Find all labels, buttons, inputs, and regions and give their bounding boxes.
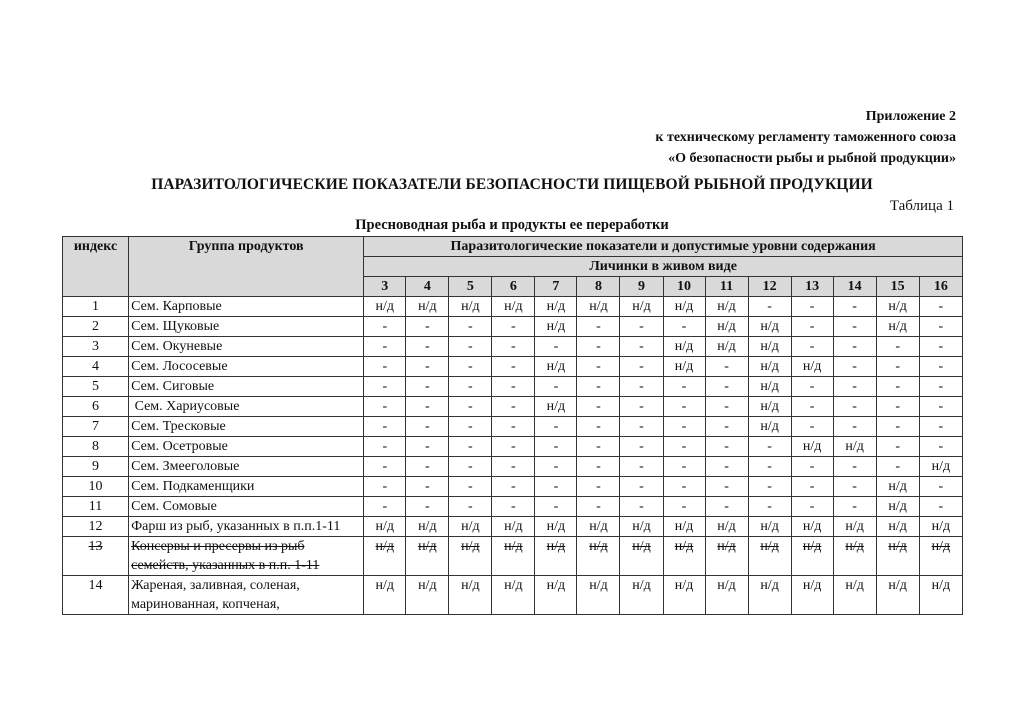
row-value-cell: н/д: [449, 297, 492, 317]
row-value-cell: н/д: [663, 517, 705, 537]
row-value-cell: -: [833, 497, 876, 517]
row-value-cell: -: [791, 417, 833, 437]
row-value-cell: н/д: [449, 517, 492, 537]
row-index: 12: [63, 517, 129, 537]
row-value-cell: -: [577, 397, 620, 417]
row-value-cell: н/д: [535, 297, 577, 317]
row-value-cell: -: [406, 317, 449, 337]
header-indicators: Паразитологические показатели и допустимые уровни содержания: [364, 237, 963, 257]
row-value-cell: н/д: [364, 537, 406, 576]
row-value-cell: -: [577, 417, 620, 437]
table-row: [63, 537, 963, 576]
column-number: 9: [620, 277, 663, 297]
row-value-cell: н/д: [919, 576, 962, 615]
table-row: [63, 497, 963, 517]
row-value-cell: -: [791, 337, 833, 357]
row-value-cell: н/д: [833, 576, 876, 615]
row-value-cell: -: [364, 377, 406, 397]
row-value-cell: н/д: [748, 517, 791, 537]
table-row: [63, 477, 963, 497]
row-product-group: Сем. Тресковые: [129, 417, 364, 437]
row-value-cell: н/д: [876, 477, 919, 497]
row-value-cell: -: [833, 357, 876, 377]
row-value-cell: н/д: [492, 517, 535, 537]
column-number: 16: [919, 277, 962, 297]
row-value-cell: -: [492, 337, 535, 357]
row-value-cell: н/д: [748, 337, 791, 357]
row-value-cell: н/д: [876, 517, 919, 537]
row-value-cell: -: [833, 317, 876, 337]
table-body: [63, 297, 963, 615]
row-value-cell: -: [833, 297, 876, 317]
row-value-cell: н/д: [663, 537, 705, 576]
column-number: 8: [577, 277, 620, 297]
row-value-cell: -: [449, 337, 492, 357]
row-value-cell: -: [705, 397, 748, 417]
row-value-cell: н/д: [919, 517, 962, 537]
row-value-cell: -: [535, 337, 577, 357]
row-value-cell: -: [791, 377, 833, 397]
row-value-cell: -: [620, 377, 663, 397]
row-value-cell: -: [919, 497, 962, 517]
row-product-group: Жареная, заливная, соленая, маринованная, копченая,: [129, 576, 364, 615]
table-row: [63, 397, 963, 417]
row-value-cell: н/д: [876, 537, 919, 576]
row-value-cell: -: [492, 357, 535, 377]
row-value-cell: -: [919, 437, 962, 457]
column-number: 13: [791, 277, 833, 297]
row-value-cell: -: [833, 457, 876, 477]
row-value-cell: -: [663, 417, 705, 437]
row-value-cell: н/д: [791, 537, 833, 576]
row-value-cell: -: [406, 337, 449, 357]
row-value-cell: -: [791, 397, 833, 417]
table-label: Таблица 1: [889, 198, 954, 214]
row-value-cell: -: [791, 297, 833, 317]
row-value-cell: -: [876, 377, 919, 397]
row-value-cell: н/д: [449, 576, 492, 615]
row-value-cell: -: [705, 497, 748, 517]
row-value-cell: -: [492, 437, 535, 457]
row-value-cell: н/д: [492, 537, 535, 576]
row-value-cell: -: [663, 457, 705, 477]
row-value-cell: -: [748, 497, 791, 517]
row-index: 14: [63, 576, 129, 615]
row-value-cell: н/д: [406, 576, 449, 615]
column-number: 11: [705, 277, 748, 297]
row-value-cell: н/д: [535, 517, 577, 537]
row-value-cell: -: [406, 437, 449, 457]
row-value-cell: -: [919, 317, 962, 337]
table-row: [63, 417, 963, 437]
row-value-cell: -: [876, 417, 919, 437]
document-title: ПАРАЗИТОЛОГИЧЕСКИЕ ПОКАЗАТЕЛИ БЕЗОПАСНОСТИ ПИЩЕВОЙ РЫБНОЙ ПРОДУКЦИИ: [151, 176, 873, 193]
row-value-cell: н/д: [620, 297, 663, 317]
row-value-cell: -: [364, 357, 406, 377]
row-value-cell: -: [577, 357, 620, 377]
row-value-cell: -: [705, 437, 748, 457]
row-index: 13: [63, 537, 129, 576]
row-value-cell: -: [833, 377, 876, 397]
column-number: 4: [406, 277, 449, 297]
row-index: 2: [63, 317, 129, 337]
row-value-cell: н/д: [876, 317, 919, 337]
row-value-cell: н/д: [748, 576, 791, 615]
row-value-cell: н/д: [748, 377, 791, 397]
row-value-cell: н/д: [620, 537, 663, 576]
row-value-cell: -: [406, 477, 449, 497]
row-value-cell: н/д: [791, 357, 833, 377]
row-value-cell: -: [449, 457, 492, 477]
row-value-cell: н/д: [876, 297, 919, 317]
row-value-cell: -: [663, 437, 705, 457]
row-value-cell: -: [748, 297, 791, 317]
row-value-cell: -: [705, 457, 748, 477]
row-value-cell: -: [620, 497, 663, 517]
row-product-group: Сем. Щуковые: [129, 317, 364, 337]
row-value-cell: -: [449, 317, 492, 337]
column-number: 5: [449, 277, 492, 297]
row-value-cell: н/д: [577, 537, 620, 576]
row-product-group: Сем. Змееголовые: [129, 457, 364, 477]
row-value-cell: н/д: [748, 397, 791, 417]
row-index: 4: [63, 357, 129, 377]
row-value-cell: -: [620, 417, 663, 437]
table-row: [63, 377, 963, 397]
row-value-cell: -: [364, 457, 406, 477]
row-value-cell: -: [492, 397, 535, 417]
row-value-cell: -: [449, 437, 492, 457]
row-value-cell: н/д: [492, 297, 535, 317]
row-value-cell: -: [577, 317, 620, 337]
row-value-cell: -: [876, 397, 919, 417]
row-value-cell: н/д: [663, 357, 705, 377]
row-product-group: Консервы и пресервы из рыб семейств, указанных в п.п. 1-11: [129, 537, 364, 576]
row-value-cell: -: [577, 457, 620, 477]
row-value-cell: -: [449, 477, 492, 497]
row-value-cell: н/д: [705, 297, 748, 317]
row-value-cell: -: [492, 317, 535, 337]
row-value-cell: н/д: [833, 437, 876, 457]
row-value-cell: -: [919, 337, 962, 357]
row-value-cell: -: [449, 497, 492, 517]
row-value-cell: -: [705, 417, 748, 437]
row-value-cell: н/д: [449, 537, 492, 576]
row-value-cell: -: [748, 437, 791, 457]
row-product-group: Сем. Сомовые: [129, 497, 364, 517]
row-value-cell: -: [406, 417, 449, 437]
row-value-cell: н/д: [791, 437, 833, 457]
row-value-cell: -: [876, 357, 919, 377]
row-index: 9: [63, 457, 129, 477]
row-value-cell: н/д: [663, 297, 705, 317]
row-value-cell: н/д: [833, 537, 876, 576]
row-index: 3: [63, 337, 129, 357]
row-value-cell: -: [535, 457, 577, 477]
row-value-cell: -: [919, 397, 962, 417]
row-value-cell: н/д: [620, 576, 663, 615]
row-index: 6: [63, 397, 129, 417]
row-value-cell: -: [748, 457, 791, 477]
table-subtitle: Пресноводная рыба и продукты ее переработки: [355, 217, 669, 233]
row-product-group: Сем. Подкаменщики: [129, 477, 364, 497]
column-number: 10: [663, 277, 705, 297]
row-value-cell: -: [406, 397, 449, 417]
row-value-cell: -: [791, 477, 833, 497]
row-value-cell: -: [364, 337, 406, 357]
row-value-cell: -: [535, 497, 577, 517]
row-index: 5: [63, 377, 129, 397]
row-value-cell: н/д: [492, 576, 535, 615]
row-value-cell: н/д: [663, 337, 705, 357]
row-value-cell: -: [705, 377, 748, 397]
row-value-cell: -: [919, 477, 962, 497]
table-row: [63, 576, 963, 615]
row-value-cell: -: [876, 457, 919, 477]
row-value-cell: -: [791, 317, 833, 337]
row-index: 7: [63, 417, 129, 437]
row-value-cell: н/д: [406, 537, 449, 576]
header-group: Группа продуктов: [129, 237, 364, 297]
row-value-cell: -: [535, 477, 577, 497]
row-value-cell: н/д: [705, 317, 748, 337]
row-product-group: Сем. Осетровые: [129, 437, 364, 457]
row-value-cell: -: [620, 397, 663, 417]
row-value-cell: -: [492, 417, 535, 437]
row-value-cell: -: [919, 417, 962, 437]
column-number: 14: [833, 277, 876, 297]
appendix-line-3: «О безопасности рыбы и рыбной продукции»: [668, 151, 956, 166]
row-value-cell: н/д: [364, 297, 406, 317]
appendix-line-2: к техническому регламенту таможенного союза: [655, 130, 956, 145]
row-value-cell: -: [791, 457, 833, 477]
row-value-cell: -: [364, 417, 406, 437]
row-value-cell: -: [620, 477, 663, 497]
row-value-cell: н/д: [577, 297, 620, 317]
table-row: [63, 457, 963, 477]
appendix-line-1: Приложение 2: [865, 109, 956, 124]
row-value-cell: -: [705, 357, 748, 377]
row-value-cell: -: [449, 397, 492, 417]
row-value-cell: н/д: [748, 357, 791, 377]
table-row: [63, 297, 963, 317]
row-value-cell: н/д: [748, 317, 791, 337]
row-product-group: Сем. Хариусовые: [129, 397, 364, 417]
row-value-cell: н/д: [406, 517, 449, 537]
row-value-cell: н/д: [833, 517, 876, 537]
column-number: 7: [535, 277, 577, 297]
row-value-cell: н/д: [620, 517, 663, 537]
row-value-cell: -: [833, 397, 876, 417]
row-value-cell: -: [663, 497, 705, 517]
table-row: [63, 317, 963, 337]
row-value-cell: н/д: [364, 517, 406, 537]
row-value-cell: -: [535, 377, 577, 397]
row-value-cell: -: [577, 377, 620, 397]
row-value-cell: -: [535, 417, 577, 437]
row-value-cell: н/д: [791, 576, 833, 615]
header-index: индекс: [63, 237, 129, 297]
row-value-cell: -: [620, 337, 663, 357]
row-value-cell: -: [663, 317, 705, 337]
row-value-cell: -: [364, 497, 406, 517]
row-product-group: Фарш из рыб, указанных в п.п.1-11: [129, 517, 364, 537]
row-value-cell: -: [791, 497, 833, 517]
row-value-cell: -: [833, 477, 876, 497]
row-value-cell: н/д: [705, 517, 748, 537]
row-value-cell: -: [620, 357, 663, 377]
row-value-cell: -: [449, 357, 492, 377]
row-value-cell: -: [492, 497, 535, 517]
row-value-cell: -: [833, 417, 876, 437]
row-value-cell: н/д: [748, 537, 791, 576]
row-value-cell: н/д: [663, 576, 705, 615]
header-larvae: Личинки в живом виде: [364, 257, 963, 277]
row-value-cell: -: [663, 397, 705, 417]
row-value-cell: -: [449, 417, 492, 437]
table-row: [63, 357, 963, 377]
row-value-cell: -: [406, 357, 449, 377]
row-value-cell: -: [876, 337, 919, 357]
row-product-group: Сем. Сиговые: [129, 377, 364, 397]
row-value-cell: -: [833, 337, 876, 357]
table-row: [63, 437, 963, 457]
row-value-cell: -: [364, 317, 406, 337]
row-value-cell: -: [748, 477, 791, 497]
row-value-cell: н/д: [748, 417, 791, 437]
row-index: 8: [63, 437, 129, 457]
row-value-cell: н/д: [791, 517, 833, 537]
row-value-cell: -: [364, 477, 406, 497]
row-value-cell: -: [663, 477, 705, 497]
row-value-cell: -: [620, 457, 663, 477]
row-value-cell: -: [919, 377, 962, 397]
row-value-cell: -: [535, 437, 577, 457]
row-value-cell: -: [919, 297, 962, 317]
parasitology-table: [62, 236, 963, 615]
row-value-cell: -: [577, 337, 620, 357]
row-value-cell: -: [449, 377, 492, 397]
table-row: [63, 337, 963, 357]
row-value-cell: н/д: [705, 576, 748, 615]
row-index: 11: [63, 497, 129, 517]
row-value-cell: -: [620, 317, 663, 337]
row-value-cell: -: [364, 437, 406, 457]
row-value-cell: -: [705, 477, 748, 497]
row-value-cell: -: [876, 437, 919, 457]
row-value-cell: -: [919, 357, 962, 377]
row-value-cell: н/д: [705, 537, 748, 576]
row-value-cell: -: [406, 497, 449, 517]
row-value-cell: н/д: [876, 576, 919, 615]
row-value-cell: н/д: [535, 317, 577, 337]
row-value-cell: н/д: [535, 357, 577, 377]
row-value-cell: н/д: [577, 517, 620, 537]
row-value-cell: -: [620, 437, 663, 457]
row-value-cell: -: [406, 377, 449, 397]
row-value-cell: -: [406, 457, 449, 477]
row-value-cell: -: [492, 457, 535, 477]
appendix-block: [655, 106, 956, 169]
row-value-cell: н/д: [535, 397, 577, 417]
row-value-cell: н/д: [876, 497, 919, 517]
column-number: 15: [876, 277, 919, 297]
row-value-cell: -: [492, 377, 535, 397]
row-index: 10: [63, 477, 129, 497]
column-number: 3: [364, 277, 406, 297]
row-value-cell: -: [492, 477, 535, 497]
row-value-cell: н/д: [577, 576, 620, 615]
row-product-group: Сем. Окуневые: [129, 337, 364, 357]
column-number: 12: [748, 277, 791, 297]
row-value-cell: н/д: [406, 297, 449, 317]
row-value-cell: -: [663, 377, 705, 397]
row-value-cell: н/д: [535, 576, 577, 615]
row-index: 1: [63, 297, 129, 317]
row-value-cell: н/д: [919, 537, 962, 576]
row-product-group: Сем. Лососевые: [129, 357, 364, 377]
row-value-cell: н/д: [705, 337, 748, 357]
row-value-cell: -: [577, 437, 620, 457]
row-value-cell: -: [577, 497, 620, 517]
row-value-cell: -: [577, 477, 620, 497]
row-product-group: Сем. Карповые: [129, 297, 364, 317]
row-value-cell: н/д: [364, 576, 406, 615]
table-row: [63, 517, 963, 537]
column-number: 6: [492, 277, 535, 297]
row-value-cell: н/д: [535, 537, 577, 576]
row-value-cell: н/д: [919, 457, 962, 477]
row-value-cell: -: [364, 397, 406, 417]
